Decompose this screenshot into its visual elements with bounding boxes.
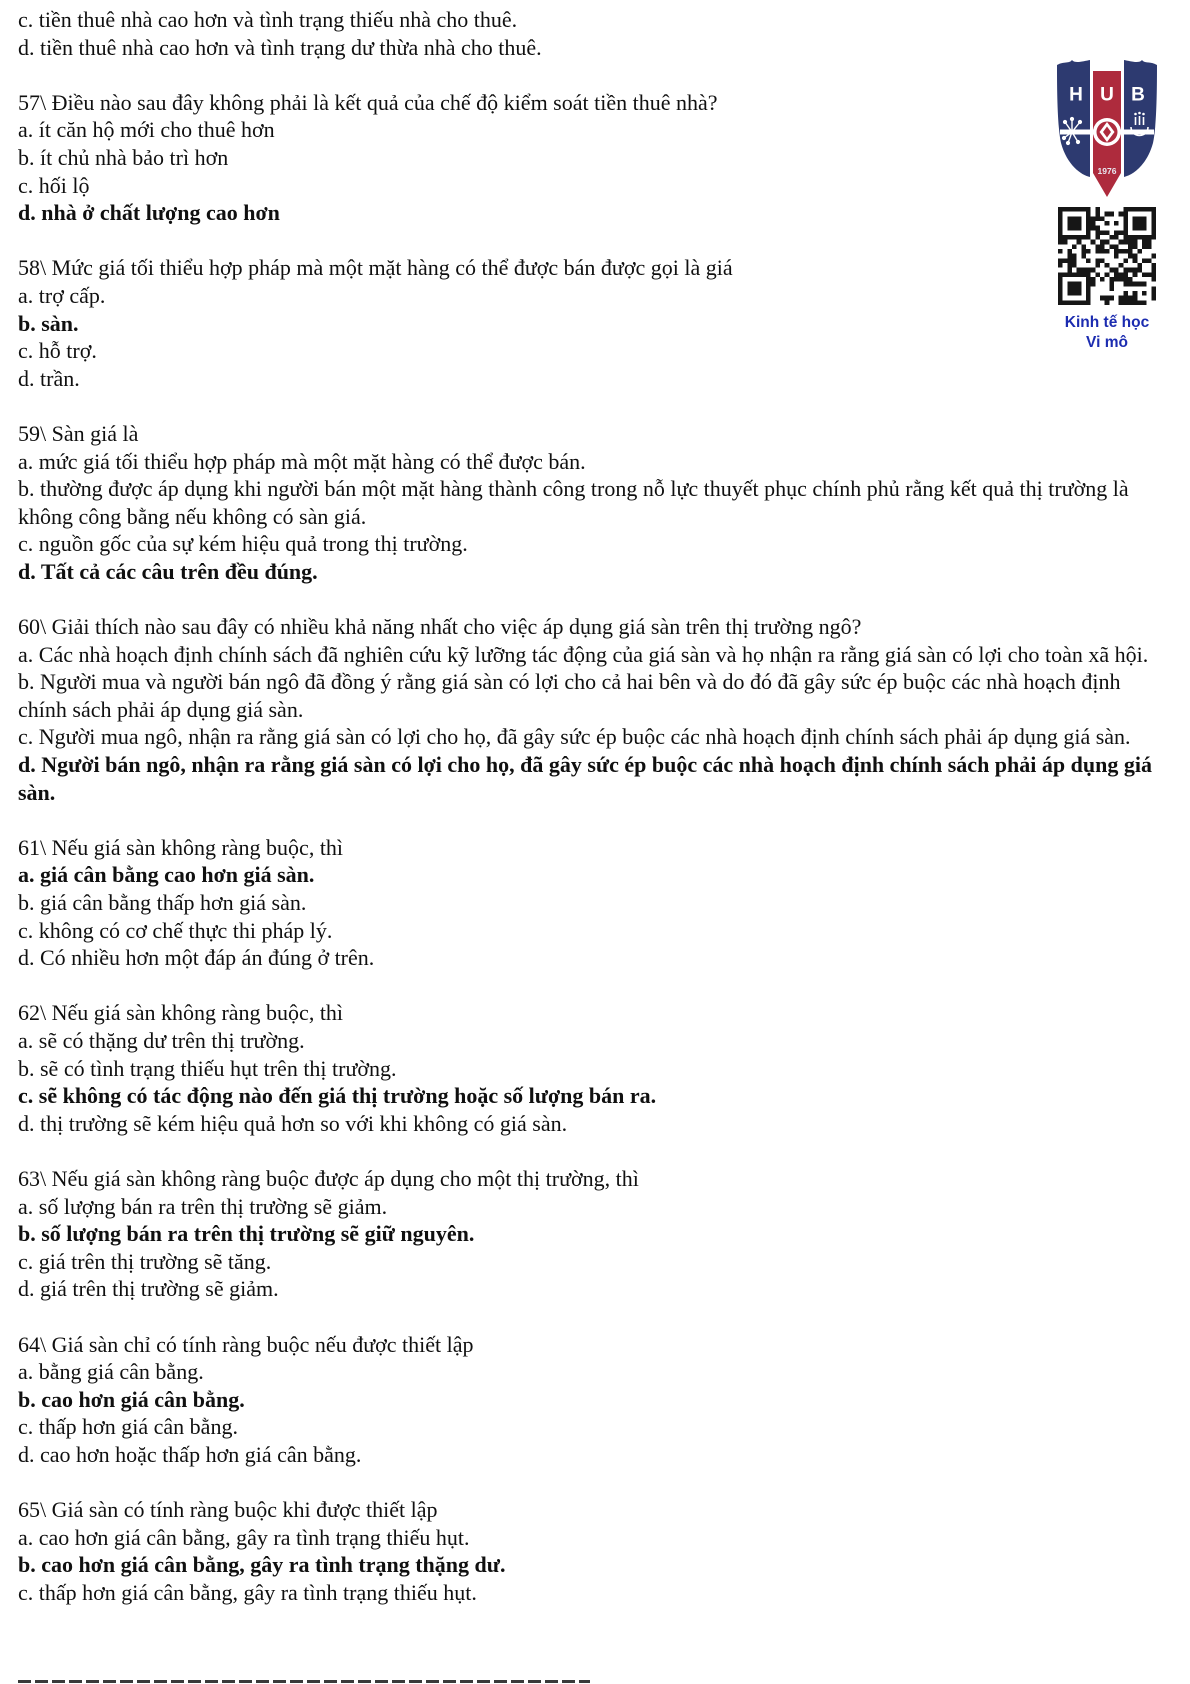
option-b: b. cao hơn giá cân bằng, gây ra tình trạng thặng dư.	[18, 1552, 506, 1578]
question-58	[18, 254, 1158, 392]
option-a: a. số lượng bán ra trên thị trường sẽ giảm.	[18, 1193, 388, 1219]
option-c: c. hối lộ	[18, 172, 90, 198]
option-d: d. giá trên thị trường sẽ giảm.	[18, 1276, 279, 1302]
question-heading: 64\ Giá sàn chỉ có tính ràng buộc nếu được thiết lập	[18, 1331, 474, 1357]
question-56-tail	[18, 6, 1158, 61]
question-57	[18, 89, 1158, 227]
logo-letter-h: H	[1069, 84, 1083, 106]
question-heading: 63\ Nếu giá sàn không ràng buộc được áp dụng cho một thị trường, thì	[18, 1165, 639, 1191]
logo-year: 1976	[1097, 166, 1117, 176]
question-64	[18, 1331, 1158, 1469]
question-heading: 58\ Mức giá tối thiểu hợp pháp mà một mặt hàng có thể được bán được gọi là giá	[18, 255, 733, 281]
question-63	[18, 1165, 1158, 1303]
caption-line-2: Vi mô	[1086, 334, 1128, 351]
option-b: b. sàn.	[18, 310, 79, 336]
option-c: c. hỗ trợ.	[18, 338, 97, 364]
option-a: a. bằng giá cân bằng.	[18, 1359, 204, 1385]
option-d: d. trần.	[18, 365, 80, 391]
option-c: c. giá trên thị trường sẽ tăng.	[18, 1248, 272, 1274]
quiz-page	[18, 6, 1158, 1606]
option-b: b. ít chủ nhà bảo trì hơn	[18, 144, 229, 170]
option-a: a. mức giá tối thiểu hợp pháp mà một mặt hàng có thể được bán.	[18, 448, 586, 474]
option-a: a. trợ cấp.	[18, 282, 106, 308]
question-60	[18, 613, 1158, 806]
cutoff-text-sliver	[18, 1680, 590, 1683]
option-d: d. nhà ở chất lượng cao hơn	[18, 200, 280, 226]
option-c: c. Người mua ngô, nhận ra rằng giá sàn có lợi cho họ, đã gây sức ép buộc các nhà hoạch định chính sách phải áp dụng giá sàn.	[18, 724, 1131, 750]
option-a: a. giá cân bằng cao hơn giá sàn.	[18, 862, 315, 888]
option-d: d. Người bán ngô, nhận ra rằng giá sàn có lợi cho họ, đã gây sức ép buộc các nhà hoạch định chính sách phải áp dụng giá sàn.	[18, 752, 1152, 805]
course-caption	[1027, 313, 1187, 353]
option-c: c. nguồn gốc của sự kém hiệu quả trong thị trường.	[18, 531, 468, 557]
option-a: a. sẽ có thặng dư trên thị trường.	[18, 1027, 305, 1053]
option-c: c. tiền thuê nhà cao hơn và tình trạng thiếu nhà cho thuê.	[18, 7, 518, 32]
option-a: a. ít căn hộ mới cho thuê hơn	[18, 117, 275, 143]
question-heading: 59\ Sàn giá là	[18, 420, 139, 446]
qr-code	[1058, 207, 1156, 305]
option-d: d. Có nhiều hơn một đáp án đúng ở trên.	[18, 945, 375, 971]
option-b: b. số lượng bán ra trên thị trường sẽ giữ nguyên.	[18, 1221, 475, 1247]
question-heading: 60\ Giải thích nào sau đây có nhiều khả năng nhất cho việc áp dụng giá sàn trên thị trường ngô?	[18, 614, 862, 640]
question-heading: 57\ Điều nào sau đây không phải là kết quả của chế độ kiểm soát tiền thuê nhà?	[18, 89, 718, 115]
logo-letter-u: U	[1100, 84, 1114, 106]
question-heading: 62\ Nếu giá sàn không ràng buộc, thì	[18, 1000, 344, 1026]
option-b: b. thường được áp dụng khi người bán một mặt hàng thành công trong nỗ lực thuyết phục chính phủ rằng kết quả thị trường là không công bằng nếu không có sàn giá.	[18, 476, 1129, 529]
option-a: a. Các nhà hoạch định chính sách đã nghiên cứu kỹ lưỡng tác động của giá sàn và họ nhận ra rằng giá sàn có lợi cho toàn xã hội.	[18, 641, 1149, 667]
option-c: c. thấp hơn giá cân bằng, gây ra tình trạng thiếu hụt.	[18, 1579, 477, 1605]
option-b: b. Người mua và người bán ngô đã đồng ý rằng giá sàn có lợi cho cả hai bên và do đó đã gây sức ép buộc các nhà hoạch định chính sách phải áp dụng giá sàn.	[18, 669, 1121, 722]
option-d: d. Tất cả các câu trên đều đúng.	[18, 558, 318, 584]
question-65	[18, 1496, 1158, 1606]
option-a: a. cao hơn giá cân bằng, gây ra tình trạng thiếu hụt.	[18, 1524, 470, 1550]
question-61	[18, 834, 1158, 972]
option-d: d. cao hơn hoặc thấp hơn giá cân bằng.	[18, 1441, 362, 1467]
question-62	[18, 999, 1158, 1137]
question-heading: 65\ Giá sàn có tính ràng buộc khi được thiết lập	[18, 1497, 438, 1523]
option-c: c. sẽ không có tác động nào đến giá thị trường hoặc số lượng bán ra.	[18, 1083, 657, 1109]
hub-university-logo	[1057, 57, 1157, 200]
option-d: d. tiền thuê nhà cao hơn và tình trạng dư thừa nhà cho thuê.	[18, 34, 542, 60]
question-heading: 61\ Nếu giá sàn không ràng buộc, thì	[18, 834, 344, 860]
option-c: c. không có cơ chế thực thi pháp lý.	[18, 917, 333, 943]
option-b: b. giá cân bằng thấp hơn giá sàn.	[18, 890, 307, 915]
option-c: c. thấp hơn giá cân bằng.	[18, 1414, 238, 1440]
option-d: d. thị trường sẽ kém hiệu quả hơn so với khi không có giá sàn.	[18, 1110, 568, 1136]
logo-letter-b: B	[1131, 84, 1145, 106]
caption-line-1: Kinh tế học	[1064, 314, 1150, 331]
question-59	[18, 420, 1158, 586]
option-b: b. sẽ có tình trạng thiếu hụt trên thị trường.	[18, 1055, 397, 1081]
logo-center-emblem	[1093, 118, 1121, 146]
option-b: b. cao hơn giá cân bằng.	[18, 1386, 245, 1412]
